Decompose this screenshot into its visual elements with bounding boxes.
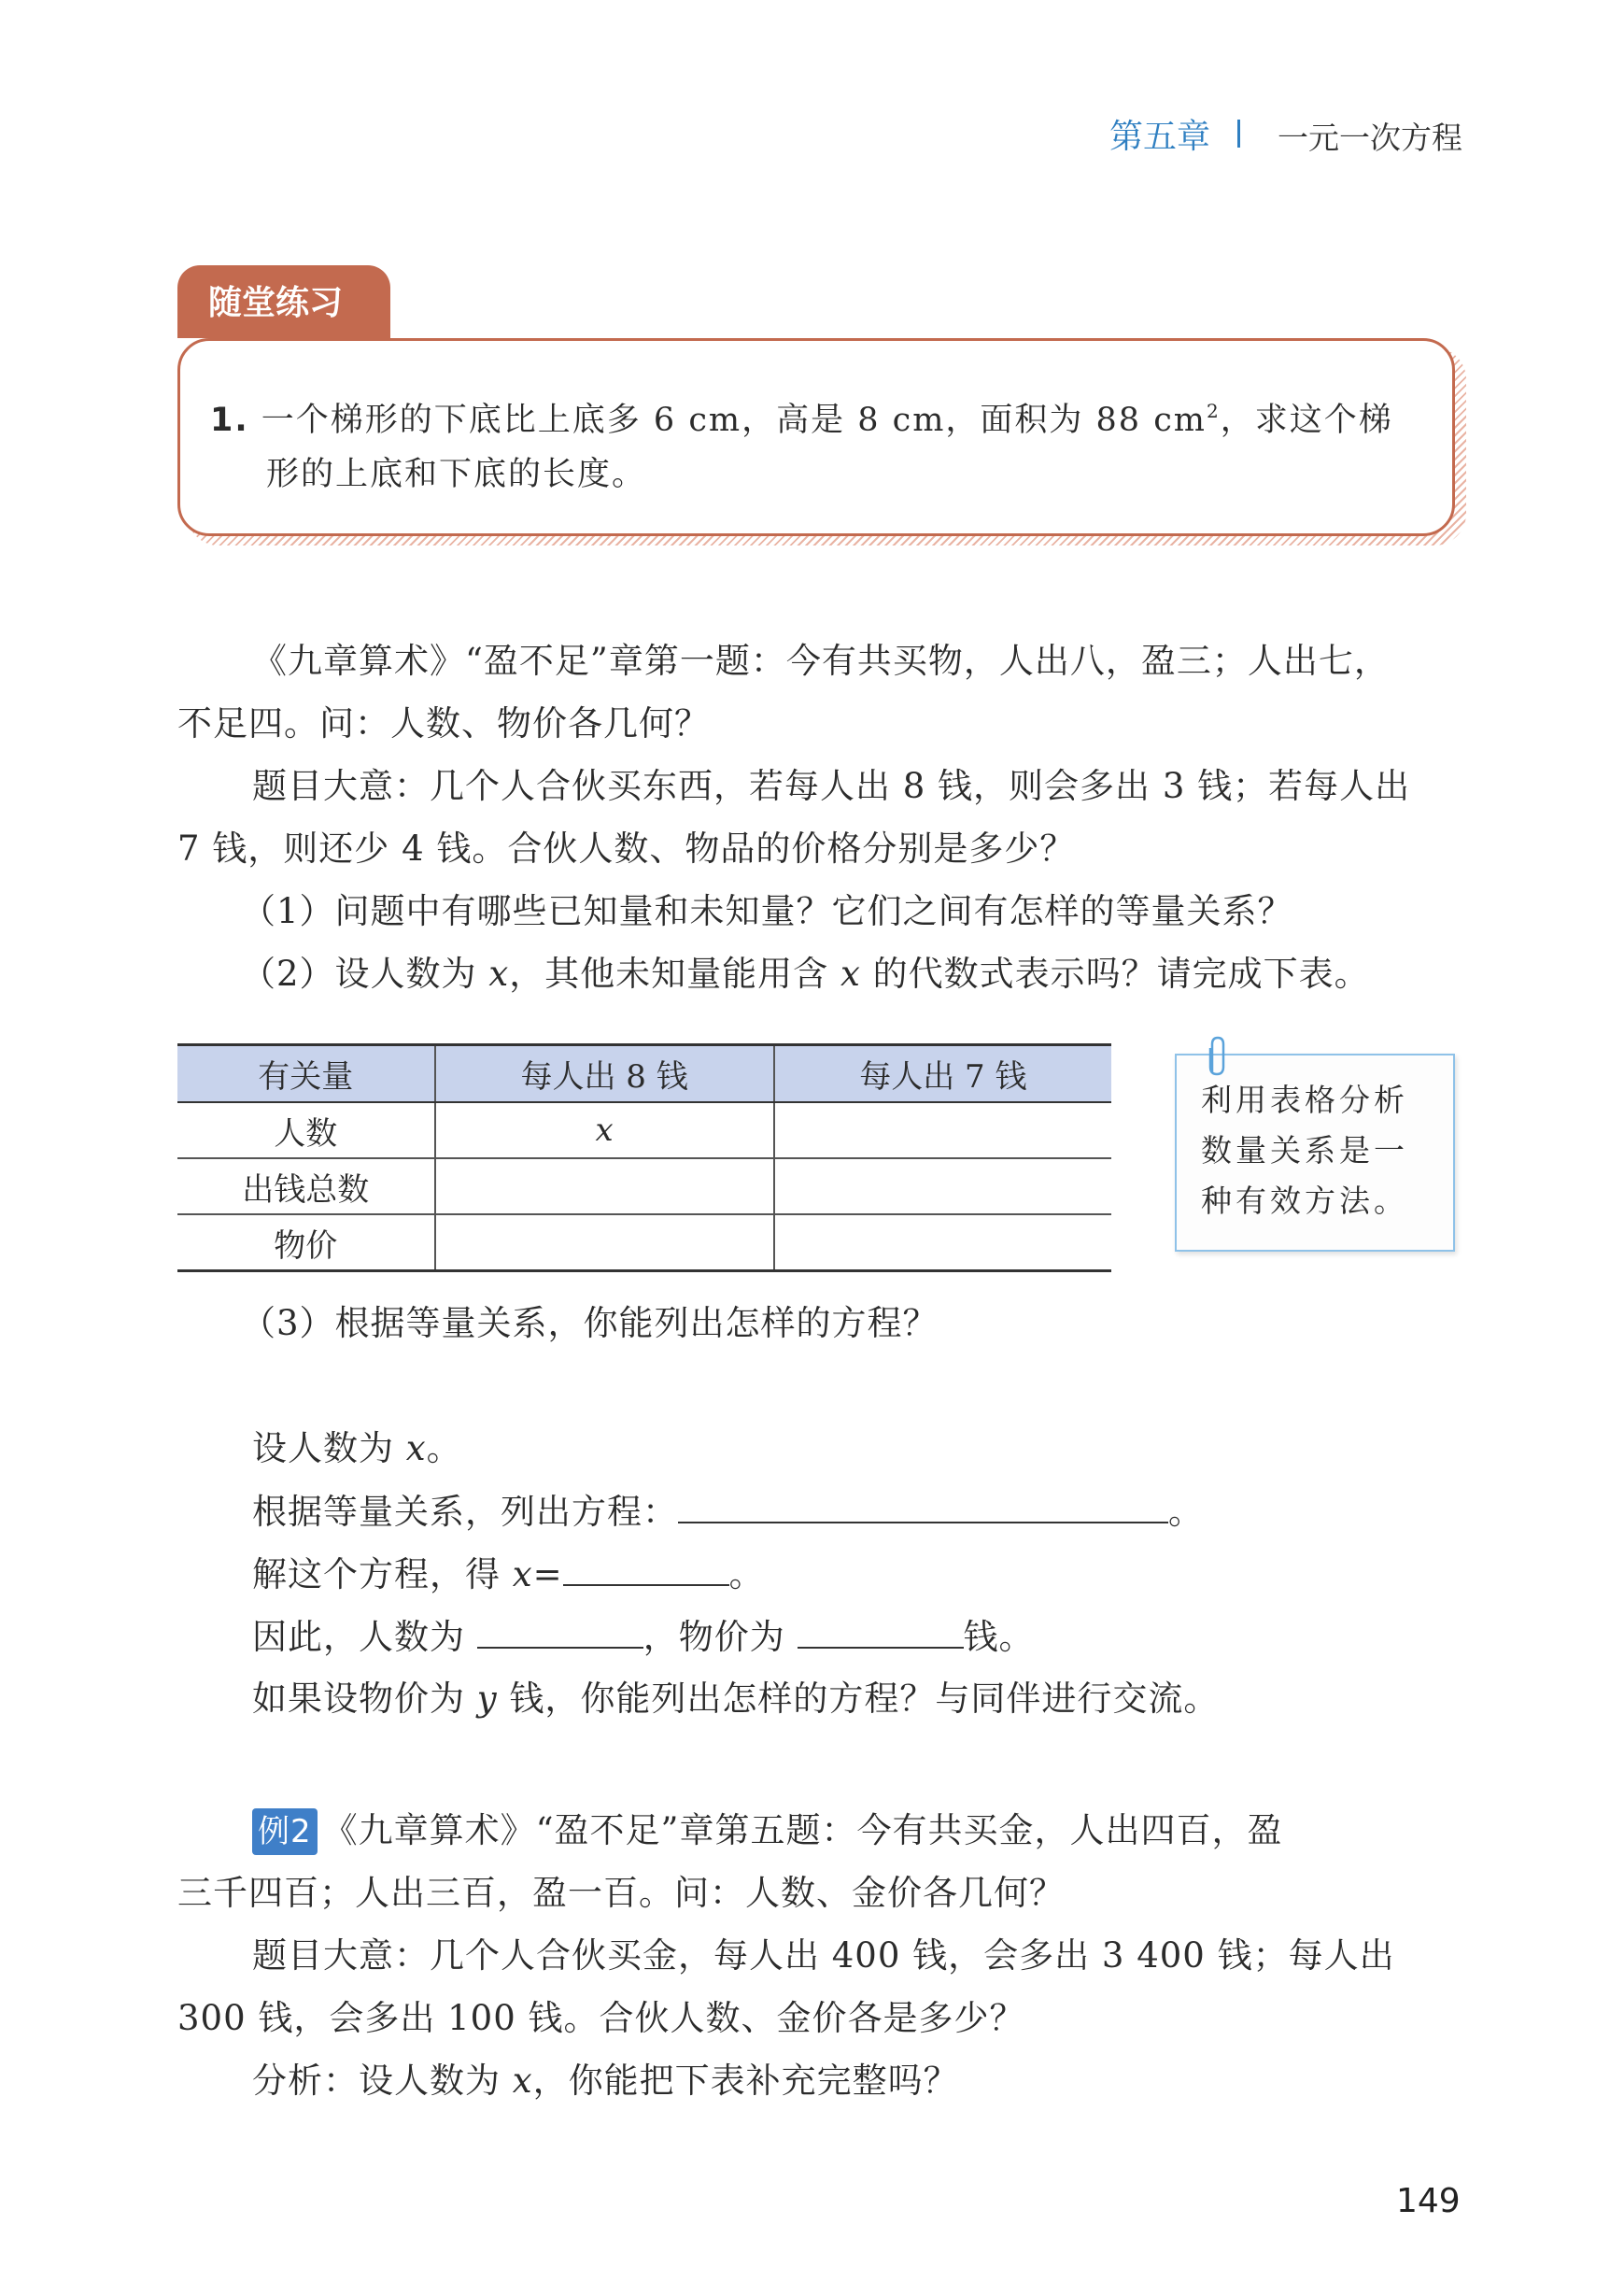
practice-text-1b: ，求这个梯 bbox=[1220, 402, 1393, 439]
s1-text: 设人数为 bbox=[252, 1428, 406, 1468]
table-cell: x bbox=[435, 1102, 774, 1158]
solution-step-2 bbox=[252, 1488, 1204, 1536]
x-answer-blank[interactable] bbox=[563, 1551, 729, 1586]
q2-var-x2: x bbox=[840, 954, 861, 994]
solution-step-1 bbox=[252, 1425, 462, 1472]
s2-end: 。 bbox=[1168, 1492, 1204, 1532]
table-cell bbox=[435, 1158, 774, 1214]
ex5-end: ，你能把下表补充完整吗？ bbox=[532, 2061, 959, 2101]
solution-step-5 bbox=[252, 1676, 1219, 1722]
table-cell: 人数 bbox=[177, 1102, 435, 1158]
table-header-cell: 每人出 8 钱 bbox=[435, 1045, 774, 1103]
s4-text: 因此，人数为 bbox=[252, 1617, 477, 1657]
q2-text-b: ，其他未知量能用含 bbox=[509, 954, 840, 994]
question-3: （3）根据等量关系，你能列出怎样的方程？ bbox=[241, 1303, 939, 1343]
quantity-table bbox=[177, 1043, 1111, 1272]
equation-blank[interactable] bbox=[678, 1488, 1168, 1523]
question-2 bbox=[241, 951, 1370, 998]
s5-text: 如果设物价为 bbox=[252, 1679, 477, 1719]
intro-line-2: 不足四。问：人数、物价各几何？ bbox=[177, 703, 710, 744]
s3-text: 解这个方程，得 bbox=[252, 1554, 513, 1594]
price-blank[interactable] bbox=[798, 1613, 964, 1649]
example-line-1 bbox=[252, 1807, 1282, 1855]
table-cell: 出钱总数 bbox=[177, 1158, 435, 1214]
example-badge: 例2 bbox=[252, 1808, 318, 1855]
s1-var: x bbox=[405, 1428, 427, 1468]
example-line-2: 三千四百；人出三百，盈一百。问：人数、金价各几何？ bbox=[177, 1873, 1065, 1913]
example-line-4: 300 钱，会多出 100 钱。合伙人数、金价各是多少？ bbox=[177, 1998, 1025, 2038]
table-header-row bbox=[177, 1045, 1111, 1103]
people-count-blank[interactable] bbox=[477, 1613, 643, 1649]
intro-line-4: 7 钱，则还少 4 钱。合伙人数、物品的价格分别是多少？ bbox=[177, 829, 1076, 869]
s2-text: 根据等量关系，列出方程： bbox=[252, 1492, 678, 1532]
intro-line-3: 题目大意：几个人合伙买东西，若每人出 8 钱，则会多出 3 钱；若每人出 bbox=[252, 766, 1411, 806]
note-line: 种有效方法。 bbox=[1201, 1183, 1408, 1219]
question-1: （1）问题中有哪些已知量和未知量？它们之间有怎样的等量关系？ bbox=[241, 891, 1293, 931]
s4-end: 钱。 bbox=[963, 1617, 1035, 1657]
example-text-1: 《九章算术》“盈不足”章第五题：今有共买金，人出四百，盈 bbox=[322, 1810, 1283, 1850]
ex5-text: 分析：设人数为 bbox=[252, 2061, 513, 2101]
header-divider bbox=[1237, 120, 1240, 148]
intro-line-1: 《九章算术》“盈不足”章第一题：今有共买物，人出八，盈三；人出七， bbox=[252, 641, 1390, 681]
table-row bbox=[177, 1214, 1111, 1271]
page-number: 149 bbox=[1396, 2182, 1461, 2220]
note-line: 数量关系是一 bbox=[1201, 1132, 1408, 1169]
s5-end: 钱，你能列出怎样的方程？与同伴进行交流。 bbox=[497, 1679, 1220, 1719]
q2-text-a: （2）设人数为 bbox=[241, 954, 489, 994]
s5-var: y bbox=[476, 1679, 498, 1719]
table-row bbox=[177, 1158, 1111, 1214]
note-line: 利用表格分析 bbox=[1201, 1082, 1408, 1118]
solution-step-3 bbox=[252, 1551, 765, 1598]
s3-var: x bbox=[512, 1554, 533, 1594]
table-cell bbox=[435, 1214, 774, 1271]
example-line-5 bbox=[252, 2058, 959, 2104]
practice-line-1 bbox=[210, 388, 1393, 444]
practice-line-2: 形的上底和下底的长度。 bbox=[266, 456, 647, 493]
practice-item-number: 1. bbox=[210, 402, 249, 439]
practice-text-1a: 一个梯形的下底比上底多 6 cm，高是 8 cm，面积为 88 cm bbox=[261, 402, 1207, 439]
table-cell: 物价 bbox=[177, 1214, 435, 1271]
side-note bbox=[1175, 1054, 1455, 1252]
s3-eq: = bbox=[532, 1554, 563, 1594]
practice-tab-label: 随堂练习 bbox=[208, 284, 344, 322]
q2-text-c: 的代数式表示吗？请完成下表。 bbox=[860, 954, 1370, 994]
table-header-cell: 每人出 7 钱 bbox=[774, 1045, 1111, 1103]
table-cell bbox=[774, 1214, 1111, 1271]
table-cell bbox=[774, 1102, 1111, 1158]
practice-superscript: 2 bbox=[1207, 400, 1221, 422]
example-line-3: 题目大意：几个人合伙买金，每人出 400 钱，会多出 3 400 钱；每人出 bbox=[252, 1935, 1395, 1976]
s3-end: 。 bbox=[728, 1554, 765, 1594]
chapter-title: 一元一次方程 bbox=[1278, 120, 1462, 156]
practice-box bbox=[177, 338, 1455, 536]
table-row bbox=[177, 1102, 1111, 1158]
table-header-cell: 有关量 bbox=[177, 1045, 435, 1103]
s1-end: 。 bbox=[426, 1428, 462, 1468]
s4-mid: ，物价为 bbox=[643, 1617, 798, 1657]
paperclip-icon bbox=[1205, 1035, 1229, 1078]
table-cell bbox=[774, 1158, 1111, 1214]
chapter-label: 第五章 bbox=[1109, 118, 1211, 156]
ex5-var: x bbox=[512, 2061, 533, 2101]
solution-step-4 bbox=[252, 1613, 1035, 1661]
q2-var-x: x bbox=[488, 954, 510, 994]
